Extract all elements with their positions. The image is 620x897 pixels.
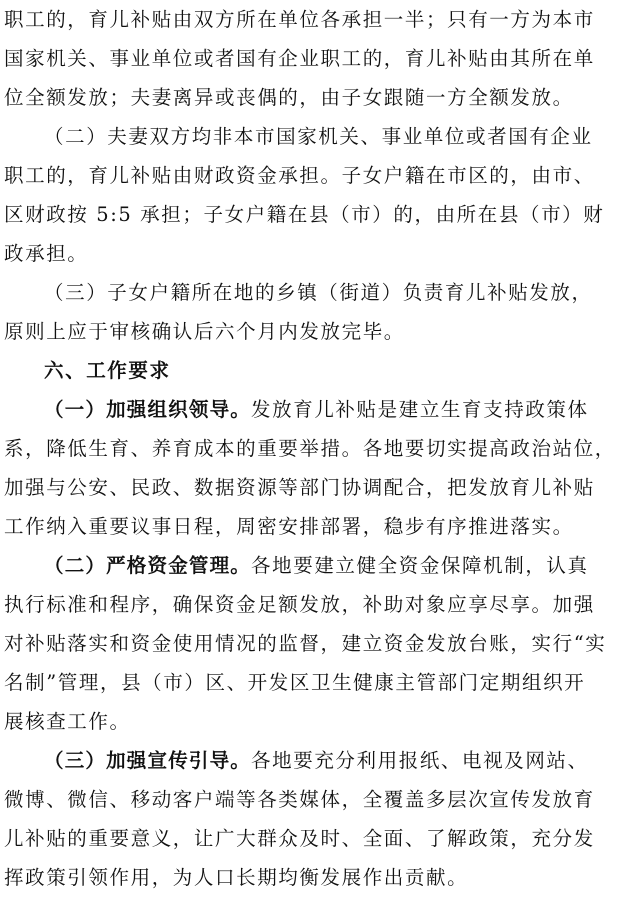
text-line-15 xyxy=(4,546,616,585)
text-line-1: 职工的，育儿补贴由双方所在单位各承担一半；只有一方为本市 xyxy=(4,8,595,31)
document-page xyxy=(4,0,616,889)
section-heading: 六、工作要求 xyxy=(44,359,171,382)
text-line-5: 职工的，育儿补贴由财政资金承担。子女户籍在市区的，由市、 xyxy=(4,164,595,187)
text-line-23: 挥政策引领作用，为人口长期均衡发展作出贡献。 xyxy=(4,866,469,889)
text-line-14: 工作纳入重要议事日程，周密安排部署，稳步有序推进落实。 xyxy=(4,515,574,538)
text-line-18: 名制”管理，县（市）区、开发区卫生健康主管部门定期组织开 xyxy=(4,671,586,694)
text-line-19: 展核查工作。 xyxy=(4,710,131,733)
text-line-17: 对补贴落实和资金使用情况的监督，建立资金发放台账，实行“实 xyxy=(4,632,607,655)
text-line-4: （二）夫妻双方均非本市国家机关、事业单位或者国有企业 xyxy=(44,125,593,148)
text-line-9: 原则上应于审核确认后六个月内发放完毕。 xyxy=(4,320,405,343)
text-line-2: 国家机关、事业单位或者国有企业职工的，育儿补贴由其所在单 xyxy=(4,47,595,70)
text-line-7: 政承担。 xyxy=(4,242,89,265)
text-line-3: 位全额发放；夫妻离异或丧偶的，由子女跟随一方全额发放。 xyxy=(4,86,574,109)
text-line-20 xyxy=(4,741,616,780)
text-line-6: 区财政按 5:5 承担；子女户籍在县（市）的，由所在县（市）财 xyxy=(4,203,605,226)
text-line-11-rest: 发放育儿补贴是建立生育支持政策体 xyxy=(251,398,589,421)
text-line-11 xyxy=(4,390,616,429)
subsection-title-1: （一）加强组织领导。 xyxy=(44,398,252,421)
text-line-21: 微博、微信、移动客户端等各类媒体，全覆盖多层次宣传发放育 xyxy=(4,788,595,811)
text-line-22: 儿补贴的重要意义，让广大群众及时、全面、了解政策，充分发 xyxy=(4,827,595,850)
text-line-15-rest: 各地要建立健全资金保障机制，认真 xyxy=(251,554,589,577)
text-line-13: 加强与公安、民政、数据资源等部门协调配合，把发放育儿补贴 xyxy=(4,476,595,499)
text-line-12: 系，降低生育、养育成本的重要举措。各地要切实提高政治站位， xyxy=(4,437,616,460)
text-line-8: （三）子女户籍所在地的乡镇（街道）负责育儿补贴发放， xyxy=(44,281,593,304)
subsection-title-2: （二）严格资金管理。 xyxy=(44,554,252,577)
text-line-20-rest: 各地要充分利用报纸、电视及网站、 xyxy=(251,749,589,772)
subsection-title-3: （三）加强宣传引导。 xyxy=(44,749,252,772)
text-line-16: 执行标准和程序，确保资金足额发放，补助对象应享尽享。加强 xyxy=(4,593,595,616)
